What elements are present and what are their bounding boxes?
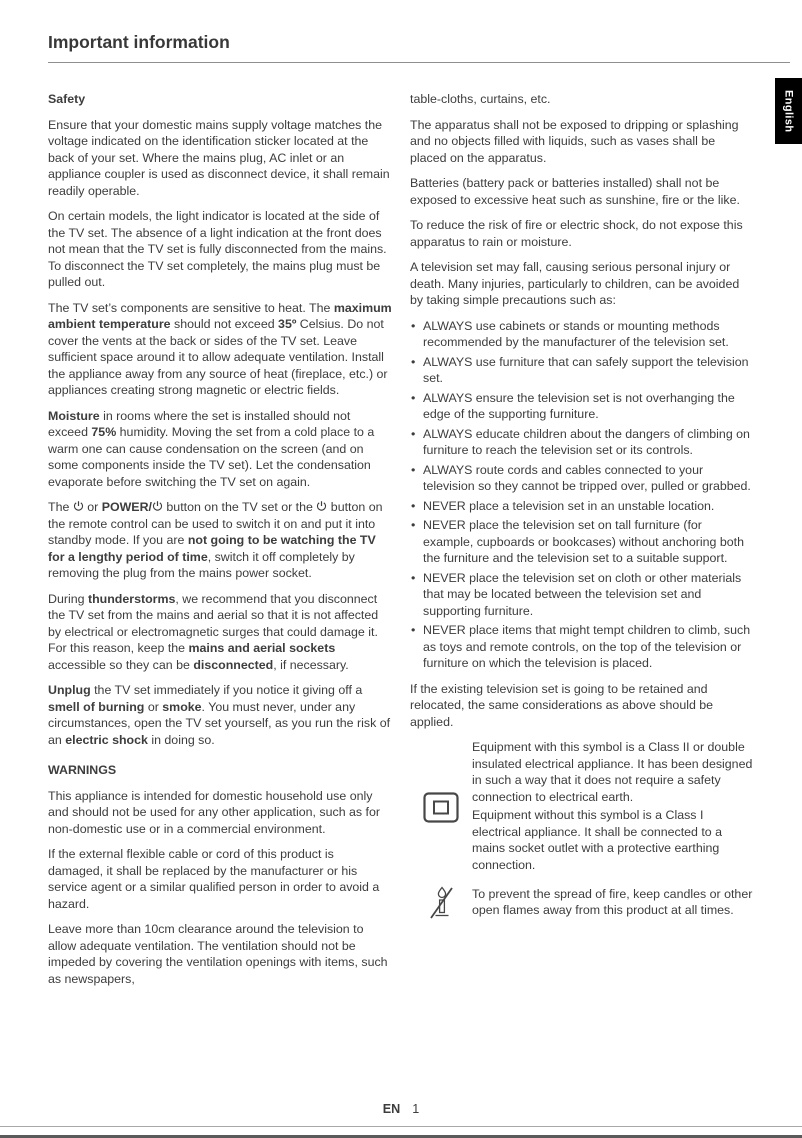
text: During xyxy=(48,591,88,606)
power-icon xyxy=(73,500,84,512)
text: Ensure that your domestic mains supply voltage matches the voltage indicated on the identification sticker located at the back of your set. Where the mains plug, AC inlet or an appliance coupler is used as disconnect device, it shall remain readily operable. xyxy=(48,117,390,198)
text: the TV set immediately if you notice it giving off a xyxy=(90,683,363,697)
left-column xyxy=(48,91,392,996)
text: A television set may fall, causing serious personal injury or death. Many injuries, particularly to children, can be avoided by taking simple precautions such as: xyxy=(410,260,740,307)
language-tab-label: English xyxy=(782,89,795,133)
footer-language-code: EN xyxy=(382,1102,401,1116)
text: This appliance is intended for domestic household use only and should not be used for any other application, such as for non-domestic use or in a commercial environment. xyxy=(48,788,381,836)
power-icon xyxy=(152,500,163,512)
text: button on the TV set or the xyxy=(162,500,317,514)
two-column-layout xyxy=(48,91,754,996)
bullet-item: • NEVER place the television set on cloth or other materials that may be located between the television set and supporting furniture. xyxy=(410,570,754,620)
text: humidity. Moving the set from a cold place to a warm one can cause condensation on the screen (and on some components inside the TV set). Let the condensation evaporate before switching the TV set on again. xyxy=(48,425,375,489)
paragraph xyxy=(410,117,754,167)
notice-text xyxy=(472,739,754,875)
bold-text: disconnected xyxy=(193,657,274,672)
bold-text: 75% xyxy=(91,425,117,439)
bullet-item: • NEVER place the television set on tall furniture (for example, cupboards or bookcases) without anchoring both the furniture and the television set to a suitable support. xyxy=(410,517,754,567)
notice-with-icon xyxy=(410,739,754,875)
paragraph xyxy=(48,408,392,491)
text: The TV set’s components are sensitive to heat. The xyxy=(48,300,334,315)
paragraph xyxy=(410,175,754,208)
bold-text: smoke xyxy=(162,699,202,714)
text: accessible so they can be xyxy=(48,657,194,672)
text: . You must never, under any circumstances, open the TV set yourself, as you run the risk of an xyxy=(48,699,391,747)
text: table-cloths, curtains, etc. xyxy=(410,92,551,106)
paragraph xyxy=(48,921,392,987)
text: button on the remote control can be used to switch it on and put it into standby mode. If you are xyxy=(48,500,383,547)
bold-text: not going to be watching the TV for a lengthy period of time xyxy=(48,533,376,564)
bold-text: smell of burning xyxy=(48,699,145,714)
text: To reduce the risk of fire or electric shock, do not expose this apparatus to rain or moisture. xyxy=(410,218,743,249)
text: Leave more than 10cm clearance around the television to allow adequate ventilation. The ventilation should not be impeded by covering the ventilation openings with items, such as newspapers, xyxy=(48,922,388,986)
bold-text: POWER/ xyxy=(101,500,152,514)
bullet-list xyxy=(410,318,754,672)
paragraph xyxy=(48,208,392,291)
language-tab-english[interactable] xyxy=(775,78,802,144)
paragraph: Equipment with this symbol is a Class II or double insulated electrical appliance. It has been designed in such a way that it does not require a safety connection to electrical earth. xyxy=(472,740,753,804)
text: The apparatus shall not be exposed to dripping or splashing and no objects filled with liquids, such as vases shall be placed on the apparatus. xyxy=(410,117,739,165)
footer-page-number: 1 xyxy=(412,1102,420,1116)
bullet-item: • NEVER place items that might tempt children to climb, such as toys and remote controls, on the top of the television or furniture on which the television is placed. xyxy=(410,622,754,672)
text: Celsius. Do not cover the vents at the back or sides of the TV set. Leave sufficient space around it to allow adequate ventilation. Install the appliance away from any source of heat (fireplace, etc.) or appliances creating strong magnetic or electric fields. xyxy=(48,317,388,397)
paragraph xyxy=(48,682,392,748)
bullet-item: • ALWAYS educate children about the dangers of climbing on furniture to reach the television set or its controls. xyxy=(410,426,754,459)
bold-text: maximum ambient temperature xyxy=(48,300,392,331)
bullet-item: • NEVER place a television set in an unstable location. xyxy=(410,498,754,515)
paragraph xyxy=(410,217,754,250)
paragraph xyxy=(48,499,392,582)
text: Batteries (battery pack or batteries installed) shall not be exposed to excessive heat such as sunshine, fire or the like. xyxy=(410,176,740,207)
bullet-item: • ALWAYS ensure the television set is not overhanging the edge of the supporting furniture. xyxy=(410,390,754,423)
text: , we recommend that you disconnect the TV set from the mains and aerial so that it is not affected by electrical or electromagnetic surges that could damage it. For this reason, keep the xyxy=(48,591,379,655)
class-ii-icon xyxy=(410,792,472,823)
section-heading: Safety xyxy=(48,92,86,106)
bold-text: mains and aerial sockets xyxy=(188,641,336,655)
right-column xyxy=(410,91,754,996)
text: If the existing television set is going to be retained and relocated, the same considerations as above should be applied. xyxy=(410,681,714,729)
paragraph xyxy=(410,681,754,731)
paragraph: To prevent the spread of fire, keep candles or other open flames away from this product at all times. xyxy=(472,886,753,917)
paragraph xyxy=(48,300,392,399)
bullet-item: • ALWAYS route cords and cables connected to your television so they cannot be tripped over, pulled or grabbed. xyxy=(410,462,754,495)
bold-text: thunderstorms xyxy=(87,591,176,606)
page-footer xyxy=(0,1102,802,1116)
paragraph xyxy=(410,259,754,309)
text: in doing so. xyxy=(147,732,215,747)
notice-with-icon xyxy=(410,885,754,921)
bullet-item: • ALWAYS use cabinets or stands or mounting methods recommended by the manufacturer of the television set. xyxy=(410,318,754,351)
section-heading: WARNINGS xyxy=(48,763,117,777)
notice-text xyxy=(472,886,754,921)
paragraph: Equipment without this symbol is a Class I electrical appliance. It shall be connected to a mains socket outlet with a protective earthing connection. xyxy=(472,808,723,872)
text: On certain models, the light indicator is located at the side of the TV set. The absence of a light indication at the front does not mean that the TV set is fully disconnected from the mains. To disconnect the TV set completely, the mains plug must be pulled out. xyxy=(48,209,387,289)
title-divider xyxy=(48,62,790,63)
text: in rooms where the set is installed should not exceed xyxy=(48,408,351,439)
bold-text: Moisture xyxy=(48,408,100,423)
text: If the external flexible cable or cord of this product is damaged, it shall be replaced by the manufacturer or his service agent or a similar qualified person in order to avoid a hazard. xyxy=(48,847,380,911)
text: The xyxy=(48,500,73,514)
page-title: Important information xyxy=(48,32,230,52)
bullet-item: • ALWAYS use furniture that can safely support the television set. xyxy=(410,354,754,387)
bold-text: electric shock xyxy=(65,732,148,747)
text: should not exceed xyxy=(170,317,279,331)
paragraph xyxy=(410,91,754,108)
no-open-flames-icon xyxy=(410,885,472,921)
bold-text: 35º xyxy=(278,317,297,331)
bold-text: Unplug xyxy=(48,683,91,697)
paragraph xyxy=(48,117,392,200)
text: or xyxy=(83,500,102,514)
paragraph xyxy=(48,788,392,838)
paragraph xyxy=(48,846,392,912)
text: or xyxy=(144,699,163,714)
power-icon xyxy=(316,500,327,512)
text: , if necessary. xyxy=(273,657,349,672)
text: , switch it off completely by removing the plug from the mains power socket. xyxy=(48,549,355,580)
footer-divider-thin xyxy=(0,1126,802,1127)
paragraph xyxy=(48,591,392,674)
